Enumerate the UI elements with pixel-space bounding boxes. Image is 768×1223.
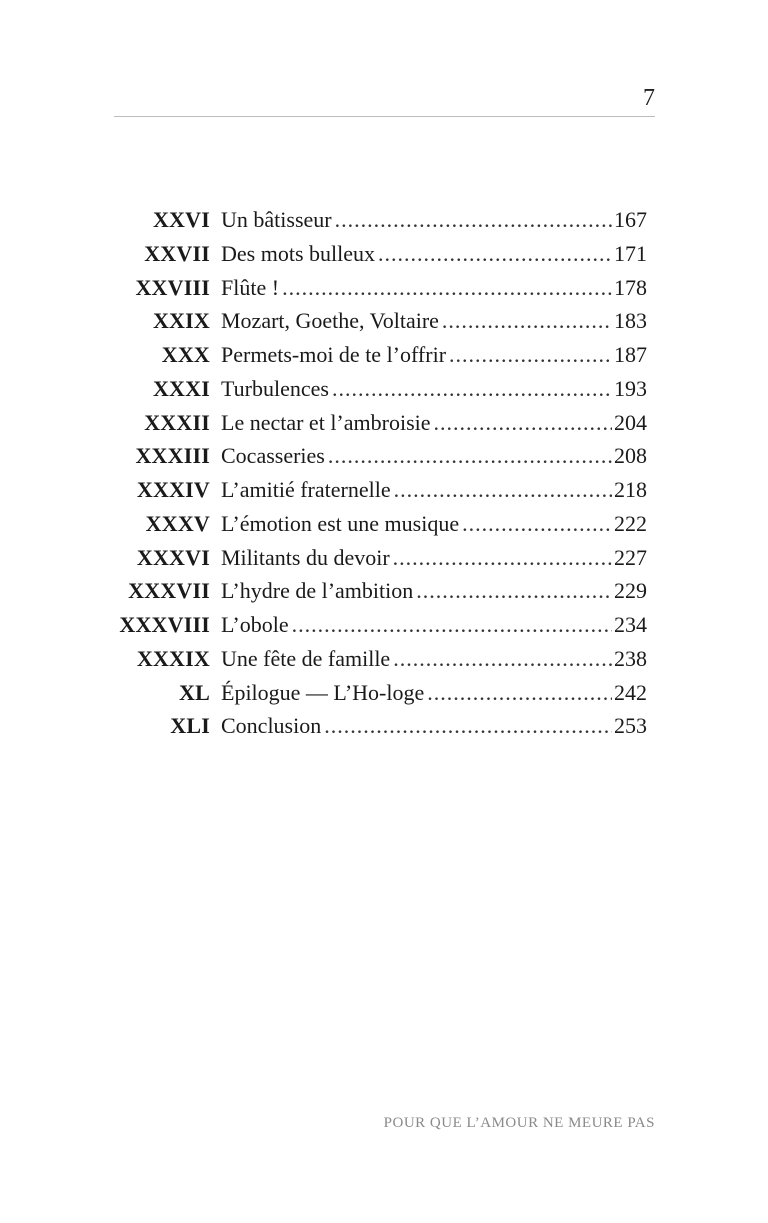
toc-page: 229 <box>614 578 647 604</box>
toc-line <box>221 304 647 338</box>
toc-numeral: XXXV <box>145 510 210 536</box>
toc-entry <box>0 203 768 237</box>
page-number: 7 <box>643 85 655 111</box>
toc-entry <box>0 338 768 372</box>
toc-title: Le nectar et l’ambroisie <box>221 409 431 435</box>
toc-entry <box>0 541 768 575</box>
toc-page: 178 <box>614 274 647 300</box>
toc-title: Des mots bulleux <box>221 240 375 266</box>
toc-entry <box>0 709 768 743</box>
toc-title: Mozart, Goethe, Voltaire <box>221 308 439 334</box>
toc-line <box>221 507 647 541</box>
toc-title: Conclusion <box>221 713 322 739</box>
toc-numeral: XXIX <box>152 308 210 334</box>
toc-entry <box>0 507 768 541</box>
header-rule <box>114 116 655 117</box>
toc-numeral: XXXVII <box>128 578 210 604</box>
toc-page: 208 <box>614 443 647 469</box>
toc-leader <box>442 304 612 338</box>
toc-numeral: XXVII <box>144 240 210 266</box>
toc-line <box>221 237 647 271</box>
toc-leader <box>292 608 612 642</box>
toc-page: 234 <box>614 612 647 637</box>
toc-line <box>221 203 647 237</box>
toc-title: Cocasseries <box>221 443 325 469</box>
toc-leader <box>449 338 612 372</box>
toc-title: Un bâtisseur <box>221 207 332 232</box>
toc-page: 222 <box>614 510 647 536</box>
toc-entry <box>0 608 768 642</box>
toc-title: Une fête de famille <box>221 645 391 671</box>
toc-numeral: XXVIII <box>135 274 210 300</box>
toc-leader <box>394 473 612 507</box>
toc-line <box>221 372 647 406</box>
toc-numeral: XL <box>179 679 210 705</box>
toc-numeral: XXVI <box>152 207 210 232</box>
toc-leader <box>335 203 612 237</box>
toc-numeral: XLI <box>170 713 210 739</box>
toc-line <box>221 676 647 710</box>
toc-leader <box>427 676 612 710</box>
toc-numeral: XXXI <box>152 375 210 401</box>
toc-line <box>221 406 647 440</box>
toc-title: Permets-moi de te l’offrir <box>221 342 447 367</box>
toc-entry <box>0 439 768 473</box>
toc-title: L’hydre de l’ambition <box>221 578 414 604</box>
toc-line <box>221 473 647 507</box>
toc-page: 183 <box>614 308 647 334</box>
toc-page: 187 <box>614 342 647 367</box>
toc-title: Turbulences <box>221 375 329 401</box>
toc-title: Militants du devoir <box>221 544 390 570</box>
toc-leader <box>434 406 612 440</box>
toc-numeral: XXXIII <box>135 443 210 469</box>
toc-leader <box>324 709 612 743</box>
toc-entry <box>0 271 768 305</box>
toc-leader <box>328 439 612 473</box>
toc-page: 242 <box>614 679 647 705</box>
toc-entry <box>0 574 768 608</box>
toc-title: L’obole <box>221 612 289 637</box>
toc-numeral: XXXVIII <box>119 612 210 637</box>
toc-leader <box>332 372 612 406</box>
toc-numeral: XXXIV <box>136 477 210 502</box>
toc-page: 238 <box>614 645 647 671</box>
toc-leader <box>393 642 612 676</box>
toc-entry <box>0 676 768 710</box>
toc-line <box>221 439 647 473</box>
toc-page: 227 <box>614 544 647 570</box>
toc-line <box>221 541 647 575</box>
toc-line <box>221 608 647 642</box>
toc-title: L’émotion est une musique <box>221 510 460 536</box>
running-footer-title: POUR QUE L’AMOUR NE MEURE PAS <box>383 1115 655 1131</box>
toc-line <box>221 271 647 305</box>
toc-page: 171 <box>614 240 647 266</box>
toc-entry <box>0 304 768 338</box>
toc-page: 204 <box>614 409 647 435</box>
table-of-contents <box>0 203 768 743</box>
toc-numeral: XXXII <box>144 409 210 435</box>
toc-leader <box>462 507 612 541</box>
toc-entry <box>0 237 768 271</box>
toc-line <box>221 574 647 608</box>
toc-entry <box>0 372 768 406</box>
toc-numeral: XXXVI <box>136 544 210 570</box>
toc-line <box>221 709 647 743</box>
toc-line <box>221 338 647 372</box>
toc-leader <box>416 574 612 608</box>
toc-page: 167 <box>614 207 647 232</box>
toc-title: Épilogue — L’Ho-loge <box>221 679 425 705</box>
toc-numeral: XXXIX <box>136 645 210 671</box>
toc-leader <box>282 271 612 305</box>
toc-leader <box>378 237 612 271</box>
toc-entry <box>0 642 768 676</box>
toc-page: 253 <box>614 713 647 739</box>
toc-page: 193 <box>614 375 647 401</box>
toc-line <box>221 642 647 676</box>
toc-entry <box>0 473 768 507</box>
toc-page: 218 <box>614 477 647 502</box>
toc-entry <box>0 406 768 440</box>
toc-leader <box>393 541 612 575</box>
toc-title: Flûte ! <box>221 274 280 300</box>
toc-numeral: XXX <box>161 342 210 367</box>
toc-title: L’amitié fraternelle <box>221 477 391 502</box>
